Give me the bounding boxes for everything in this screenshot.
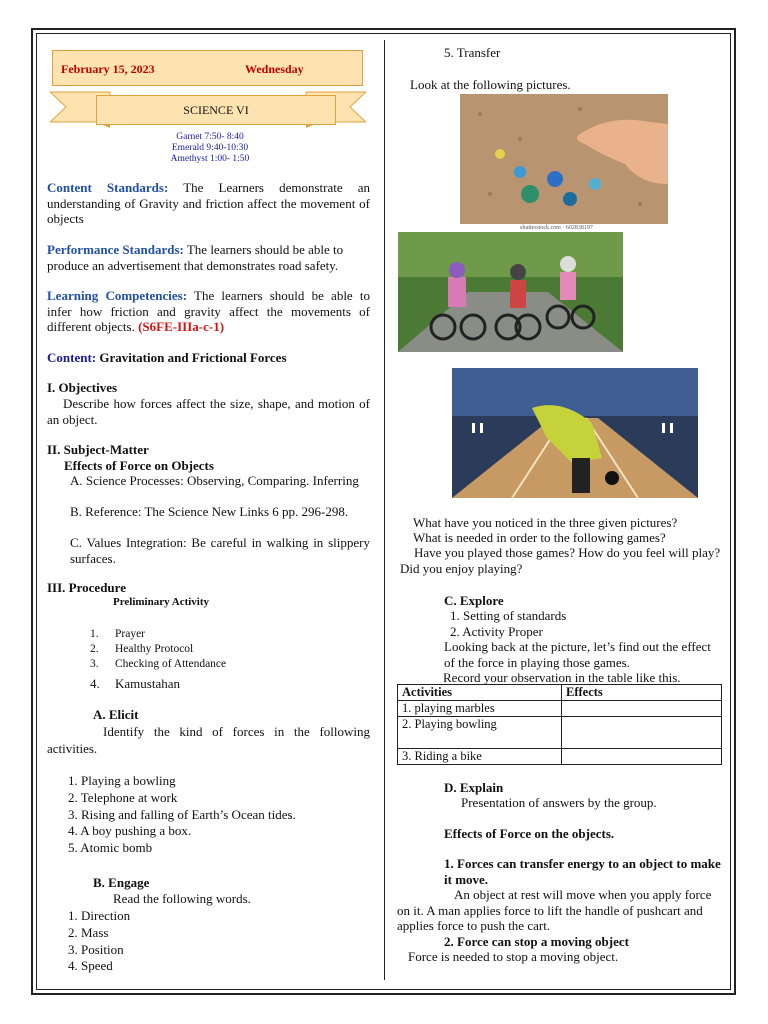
list-item: 2. Telephone at work — [68, 789, 178, 805]
photo-credit: shutterstock.com · 602838197 — [520, 225, 593, 231]
observation-table — [397, 684, 722, 765]
table-header-row — [398, 685, 722, 701]
procedure-heading: III. Procedure — [47, 580, 126, 595]
table-cell — [562, 701, 722, 717]
elicit-heading: A. Elicit — [93, 707, 139, 722]
table-cell: 2. Playing bowling — [398, 717, 562, 749]
content-standards-text: The Learners demonstrate an understanding of Gravity and friction affect the movement of objects — [47, 180, 371, 227]
force-1-heading: 1. Forces can transfer energy to an object to make it move. — [444, 856, 721, 887]
explain-text: Presentation of answers by the group. — [461, 795, 657, 810]
marbles-illustration — [460, 94, 668, 224]
force-2-heading: 2. Force can stop a moving object — [444, 934, 629, 949]
learning-competencies — [47, 288, 370, 335]
learning-competencies-text: The learners should be able to infer how friction and gravity affect the movements of different objects. — [47, 288, 370, 335]
date-banner — [52, 50, 363, 86]
elicit-text: Identify the kind of forces in the following activities. — [47, 724, 370, 756]
content-text: Gravitation and Frictional Forces — [99, 350, 287, 365]
list-item: 1. Prayer — [90, 628, 146, 640]
question-2: What is needed in order to the following games? — [413, 530, 666, 545]
engage-text: Read the following words. — [113, 891, 251, 906]
schedule-line: Garnet 7:50- 8:40 — [176, 132, 244, 142]
engage-heading: B. Engage — [93, 875, 150, 890]
content-standards — [47, 180, 370, 227]
class-schedule — [140, 132, 280, 165]
list-item: 4. Speed — [68, 958, 113, 974]
table-row — [398, 749, 722, 765]
list-item: 1. Direction — [68, 908, 131, 923]
column-divider — [384, 40, 385, 980]
subject-matter-title: Effects of Force on Objects — [64, 458, 214, 473]
preliminary-list — [90, 628, 226, 691]
bikes-illustration — [398, 232, 623, 352]
effects-heading: Effects of Force on the objects. — [444, 826, 615, 841]
record-instruction: Record your observation in the table like this. — [443, 670, 681, 685]
explain-heading: D. Explain — [444, 780, 504, 795]
objectives-text: Describe how forces affect the size, shape, and motion of an object. — [47, 396, 370, 427]
column-header-activities: Activities — [398, 685, 562, 701]
learning-competencies-label: Learning Competencies: — [47, 288, 188, 303]
schedule-line: Amethyst 1:00- 1:50 — [170, 154, 250, 164]
list-item: 1. Playing a bowling — [68, 773, 176, 788]
performance-standards — [47, 242, 370, 273]
science-processes: A. Science Processes: Observing, Comparing. Inferring — [70, 473, 359, 488]
list-item: 3. Rising and falling of Earth’s Ocean tides. — [68, 806, 296, 822]
bowling-photo — [452, 368, 698, 498]
list-item: 4. Kamustahan — [90, 676, 180, 691]
schedule-line: Emerald 9:40-10:30 — [171, 143, 249, 153]
list-item: 3. Checking of Attendance — [90, 658, 227, 670]
marbles-photo — [460, 94, 668, 224]
table-cell — [562, 717, 722, 749]
list-item: 5. Atomic bomb — [68, 840, 153, 856]
objectives-heading: I. Objectives — [47, 380, 118, 395]
competency-code: (S6FE-IIIa-c-1) — [138, 319, 225, 335]
look-instruction: Look at the following pictures. — [410, 77, 571, 92]
force-2-text: Force is needed to stop a moving object. — [408, 949, 619, 964]
table-row — [398, 701, 722, 717]
list-item: 2. Healthy Protocol — [90, 643, 194, 655]
table-cell — [562, 749, 722, 765]
explore-step-1: 1. Setting of standards — [450, 608, 567, 623]
reference: B. Reference: The Science New Links 6 pp. 296-298. — [70, 504, 349, 519]
table-cell: 3. Riding a bike — [398, 749, 562, 765]
bikes-photo — [398, 232, 623, 352]
table-row — [398, 717, 722, 749]
content-standards-label: Content Standards: — [47, 180, 169, 195]
subject-matter-heading: II. Subject-Matter — [47, 442, 149, 457]
performance-standards-label: Performance Standards: — [47, 242, 184, 257]
explore-heading: C. Explore — [444, 593, 504, 608]
transfer-heading: 5. Transfer — [444, 45, 501, 60]
lesson-date: February 15, 2023 — [61, 62, 155, 76]
column-header-effects: Effects — [562, 685, 722, 701]
list-item: 3. Position — [68, 941, 124, 957]
force-1-text: An object at rest will move when you apply force on it. A man applies force to lift the handle of pushcart and applies force to push the cart. — [397, 887, 712, 934]
subject-title: SCIENCE VI — [96, 95, 336, 125]
elicit-list — [68, 773, 296, 857]
preliminary-activity: Preliminary Activity — [113, 596, 210, 608]
table-cell: 1. playing marbles — [398, 701, 562, 717]
list-item: 2. Mass — [68, 924, 109, 940]
list-item: 4. A boy pushing a box. — [68, 823, 192, 839]
values-integration: C. Values Integration: Be careful in walking in slippery surfaces. — [70, 535, 370, 566]
question-1: What have you noticed in the three given pictures? — [413, 515, 678, 530]
question-3: Have you played those games? How do you feel will play? Did you enjoy playing? — [400, 545, 721, 576]
bowling-illustration — [452, 368, 698, 498]
lesson-day: Wednesday — [245, 62, 304, 76]
explore-step-2: 2. Activity Proper — [450, 624, 543, 639]
content-line — [47, 350, 370, 366]
explore-text: Looking back at the picture, let’s find out the effect of the force in playing those games. — [444, 639, 711, 670]
content-label: Content: — [47, 350, 97, 365]
performance-standards-text: The learners should be able to produce an advertisement that demonstrates road safety. — [47, 242, 344, 273]
engage-list — [68, 908, 130, 975]
